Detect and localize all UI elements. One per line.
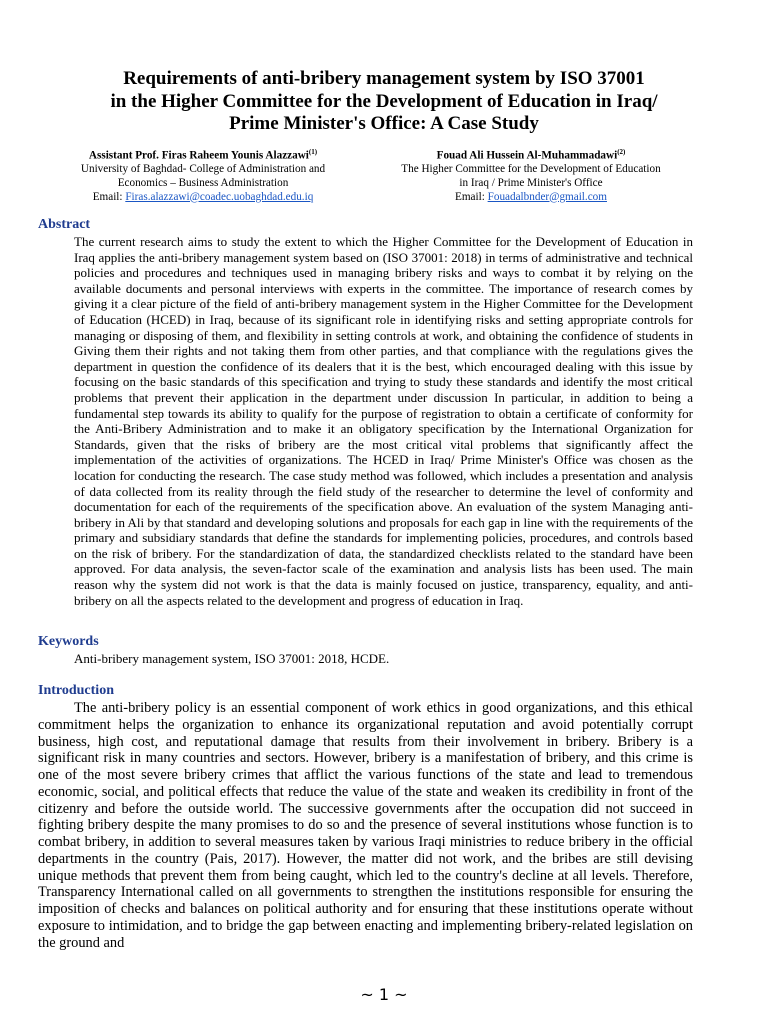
abstract-heading: Abstract bbox=[38, 217, 91, 232]
author-affiliation-line-2: Economics – Business Administration bbox=[117, 176, 289, 189]
author-email-line bbox=[363, 191, 699, 205]
author-email-line bbox=[38, 191, 368, 205]
author-name: Assistant Prof. Firas Raheem Younis Alazzawi bbox=[88, 149, 309, 162]
title-line-3: Prime Minister's Office: A Case Study bbox=[229, 113, 539, 134]
author-marker: (1) bbox=[308, 148, 318, 156]
page-number: ~ 1 ~ bbox=[360, 985, 408, 1004]
email-label: Email: bbox=[92, 190, 126, 203]
author-block-1 bbox=[38, 146, 368, 204]
keywords-heading: Keywords bbox=[38, 634, 99, 649]
title-line-1: Requirements of anti-bribery management system by ISO 37001 bbox=[123, 68, 645, 89]
author-name-line bbox=[38, 146, 368, 163]
author-block-2 bbox=[363, 146, 699, 204]
email-label: Email: bbox=[455, 190, 488, 203]
author-name-line bbox=[363, 146, 699, 163]
author-affiliation-line-1: The Higher Committee for the Development of Education bbox=[401, 163, 661, 176]
introduction-heading: Introduction bbox=[38, 683, 114, 698]
author-name: Fouad Ali Hussein Al-Muhammadawi bbox=[436, 149, 618, 162]
abstract-text: The current research aims to study the extent to which the Higher Committee for the Development of Education in Iraq applies the anti-bribery management system based on (ISO 37001: 2018) in terms of administrative and technical policies and procedures and techniques used in managing bribery risks and ways to combat it by relying on the available documents and personal interviews with experts in the committee. The importance of research comes by giving it a clear picture of the field of anti-bribery management system in the Higher Committee for the Development of Education (HCED) in Iraq, because of its significant role in identifying risks and setting appropriate controls for managing or disposing of them, and flexibility in setting controls at work, and obtaining the confidence of students in Giving them their rights and not taking them from other parties, and that compliance with the regulations gives the department in question the confidence of its dealers that it is the best, which encouraged dealing with this issue by focusing on the basic standards of this specification and trying to study these standards and identify the most critical problems that prevent their application in the department under discussion In particular, in addition to being a fundamental step towards its ability to qualify for the purpose of registration to obtain a certificate of conformity for the Anti-Bribery Administration and to make it an obligatory specification by the International Organization for Standards, given that the risks of bribery are the most critical vital problems that significantly affect the implementation of the activities of organizations. The HCED in Iraq/ Prime Minister's Office was chosen as the location for conducting the research. The case study method was followed, which includes a presentation and analysis of data collected from its reality through the field study of the researcher to determine the level of conformity and documentation for each of the requirements of the specification above. An evaluation of the system Managing anti-bribery in Ali by that standard and developing solutions and proposals for each gap in line with the requirements of the primary and subsidiary standards that define the standards for implementing policies, procedures, and controls based on the risk of bribery. For the standardization of data, the standardized checklists related to the standard have been approved. For data analysis, the seven-factor scale of the examination and analysis lists has been used. The main reason why the system did not work is that the data is mainly focused on justice, transparency, equality, and anti-bribery on all the aspects related to the development and progress of education in Iraq. bbox=[74, 234, 693, 608]
author-affiliation-line-2: in Iraq / Prime Minister's Office bbox=[459, 176, 603, 189]
author-affiliation-line-1: University of Baghdad- College of Administration and bbox=[80, 163, 326, 176]
author-marker: (2) bbox=[617, 148, 626, 156]
author-email-link[interactable]: Fouadalbnder@gmail.com bbox=[487, 190, 607, 203]
author-email-link[interactable]: Firas.alazzawi@coadec.uobaghdad.edu.iq bbox=[125, 190, 314, 203]
title-line-2: in the Higher Committee for the Development of Education in Iraq/ bbox=[110, 90, 658, 112]
introduction-text: The anti-bribery policy is an essential component of work ethics in good organizations, and this ethical commitment helps the organization to enhance its organizational reputation and avoid potentially corrupt business, high cost, and reputational damage that results from their involvement in bribery. Bribery is a significant risk in many countries and sectors. However, bribery is a manifestation of bribery, and this crime is one of the most severe bribery crimes that afflict the various functions of the state and lead to tremendous economic, social, and political effects that reduce the value of the state and weaken its credibility in front of the citizenry and before the outside world. The successive governments after the occupation did not succeed in fighting bribery despite the many promises to do so and the presence of several institutions whose function is to combat bribery, in addition to several measures taken by various Iraqi ministries to reduce bribery in the official departments in the country (Pais, 2017). However, the matter did not work, and the bribes are still devising unique methods that prevent them from being caught, which led to the country's decline at all levels. Therefore, Transparency International called on all governments to strengthen the institutions responsible for ensuring the imposition of checks and balances on political authority and for ensuring that these institutions operate without exposure to intimidation, and to bridge the gap between enacting and implementing bribery-related legislation on the ground and bbox=[38, 700, 693, 951]
keywords-text: Anti-bribery management system, ISO 37001: 2018, HCDE. bbox=[74, 651, 390, 666]
paper-title bbox=[60, 68, 708, 136]
